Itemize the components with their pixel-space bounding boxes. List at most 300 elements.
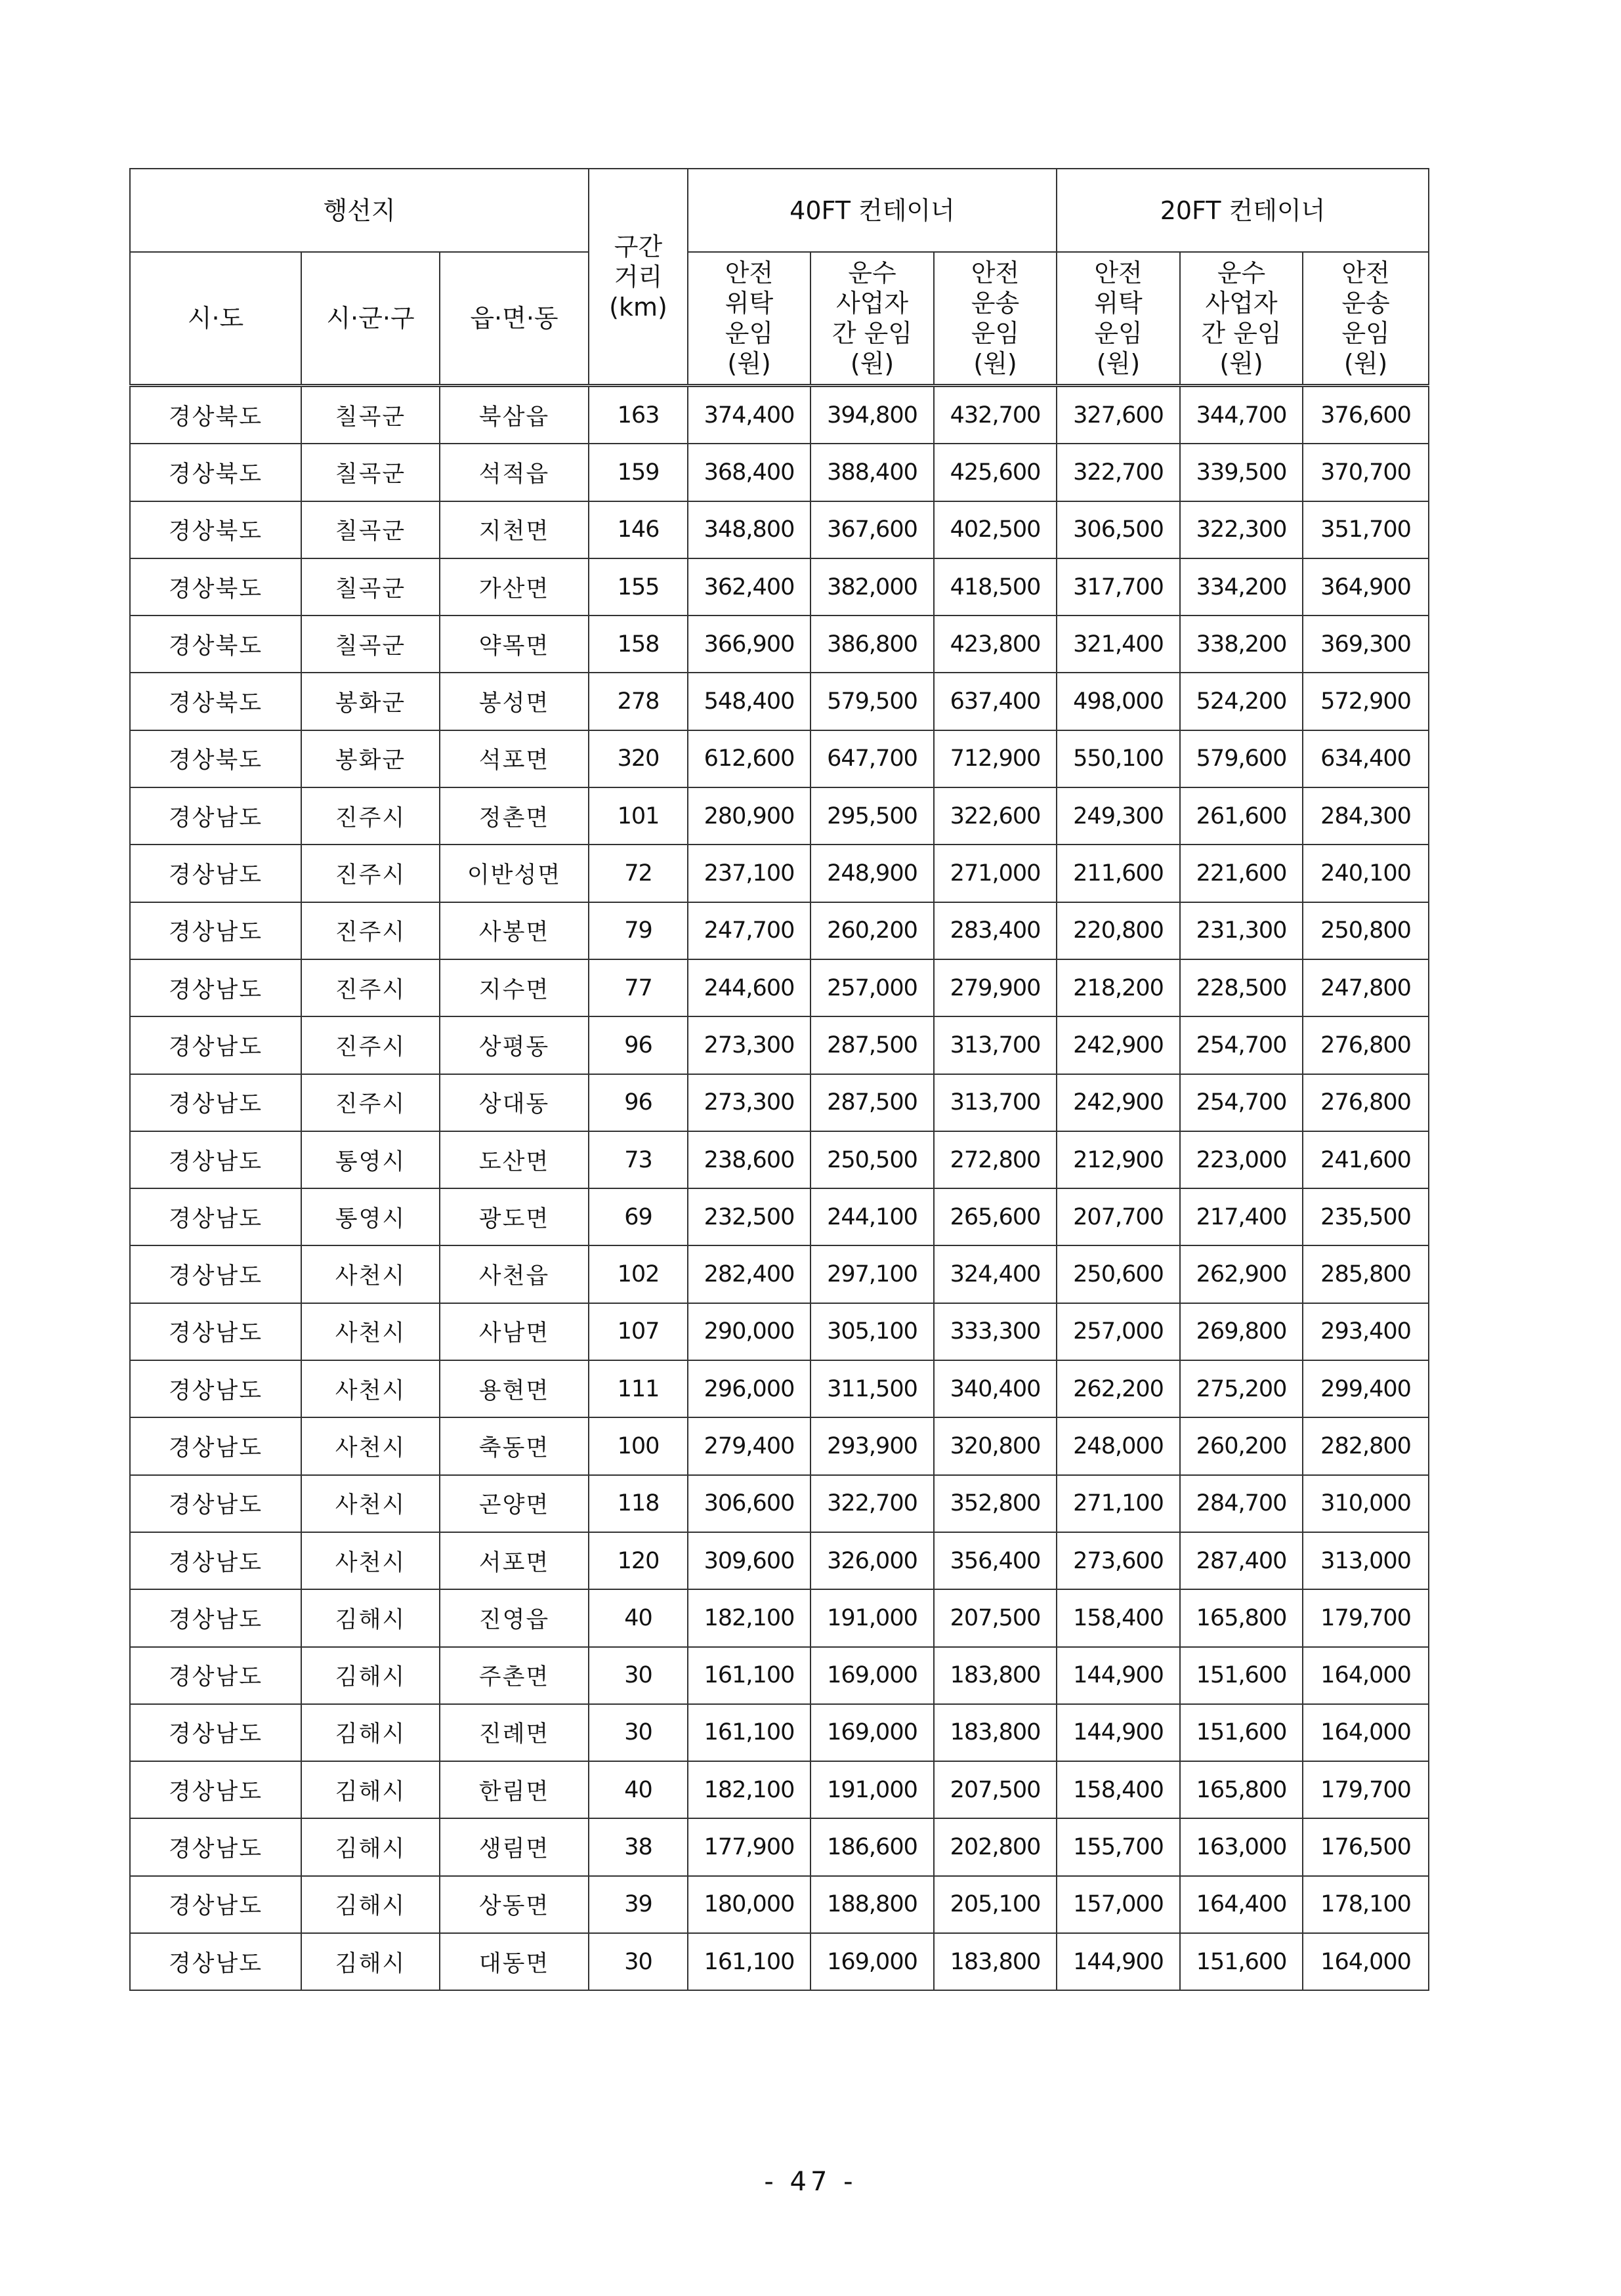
carrier-20-cell: 163,000 <box>1180 1818 1303 1875</box>
carrier-40-cell: 297,100 <box>810 1245 934 1303</box>
safe-transport-40-cell: 432,700 <box>934 386 1057 444</box>
safe-transport-20-cell: 247,800 <box>1303 959 1429 1016</box>
safe-transport-rate-20-header: 안전 운송 운임 (원) <box>1303 252 1429 386</box>
safe-consign-20-cell: 248,000 <box>1057 1417 1180 1474</box>
carrier-40-cell: 186,600 <box>810 1818 934 1875</box>
sigungu-cell: 사천시 <box>301 1245 440 1303</box>
carrier-20-cell: 254,700 <box>1180 1074 1303 1131</box>
safe-transport-40-cell: 202,800 <box>934 1818 1057 1875</box>
eupmyeondong-cell: 사봉면 <box>440 902 589 959</box>
carrier-40-cell: 388,400 <box>810 444 934 501</box>
carrier-20-cell: 151,600 <box>1180 1704 1303 1761</box>
sigungu-cell: 칠곡군 <box>301 558 440 616</box>
sigungu-cell: 칠곡군 <box>301 444 440 501</box>
carrier-20-cell: 269,800 <box>1180 1303 1303 1360</box>
safe-consign-20-cell: 242,900 <box>1057 1074 1180 1131</box>
safe-consign-20-cell: 257,000 <box>1057 1303 1180 1360</box>
sigungu-cell: 진주시 <box>301 902 440 959</box>
safe-transport-40-cell: 423,800 <box>934 616 1057 673</box>
sigungu-cell: 봉화군 <box>301 673 440 730</box>
eupmyeondong-cell: 석적읍 <box>440 444 589 501</box>
table-row <box>130 787 1429 845</box>
safe-transport-20-cell: 241,600 <box>1303 1131 1429 1188</box>
sigungu-cell: 진주시 <box>301 1074 440 1131</box>
safe-transport-40-cell: 313,700 <box>934 1016 1057 1074</box>
safe-consign-40-cell: 362,400 <box>688 558 810 616</box>
safe-transport-20-cell: 179,700 <box>1303 1589 1429 1646</box>
safe-consign-20-cell: 249,300 <box>1057 787 1180 845</box>
sigungu-cell: 진주시 <box>301 787 440 845</box>
distance-cell: 40 <box>589 1589 688 1646</box>
sido-cell: 경상남도 <box>130 1016 301 1074</box>
carrier-20-cell: 231,300 <box>1180 902 1303 959</box>
safe-consign-20-cell: 306,500 <box>1057 501 1180 558</box>
carrier-20-cell: 221,600 <box>1180 845 1303 902</box>
sido-cell: 경상남도 <box>130 1417 301 1474</box>
sido-header: 시·도 <box>130 252 301 386</box>
sido-cell: 경상남도 <box>130 1245 301 1303</box>
safe-consign-40-cell: 368,400 <box>688 444 810 501</box>
safe-consign-20-cell: 550,100 <box>1057 730 1180 787</box>
safe-transport-20-cell: 176,500 <box>1303 1818 1429 1875</box>
safe-consign-20-cell: 157,000 <box>1057 1876 1180 1933</box>
distance-cell: 101 <box>589 787 688 845</box>
safe-consign-40-cell: 279,400 <box>688 1417 810 1474</box>
carrier-40-cell: 191,000 <box>810 1589 934 1646</box>
sido-cell: 경상남도 <box>130 1933 301 1990</box>
carrier-40-cell: 260,200 <box>810 902 934 959</box>
distance-cell: 77 <box>589 959 688 1016</box>
safe-transport-40-cell: 205,100 <box>934 1876 1057 1933</box>
sigungu-header: 시·군·구 <box>301 252 440 386</box>
table-body <box>130 386 1429 1991</box>
safe-transport-40-cell: 356,400 <box>934 1532 1057 1589</box>
carrier-40-cell: 188,800 <box>810 1876 934 1933</box>
carrier-40-cell: 367,600 <box>810 501 934 558</box>
eupmyeondong-cell: 곤양면 <box>440 1475 589 1532</box>
carrier-20-cell: 223,000 <box>1180 1131 1303 1188</box>
safe-consign-20-cell: 220,800 <box>1057 902 1180 959</box>
safe-consign-20-cell: 144,900 <box>1057 1704 1180 1761</box>
distance-cell: 146 <box>589 501 688 558</box>
carrier-20-cell: 287,400 <box>1180 1532 1303 1589</box>
eupmyeondong-cell: 사천읍 <box>440 1245 589 1303</box>
table-row <box>130 1475 1429 1532</box>
table-row <box>130 673 1429 730</box>
sigungu-cell: 김해시 <box>301 1933 440 1990</box>
safe-transport-20-cell: 284,300 <box>1303 787 1429 845</box>
table-row <box>130 1647 1429 1704</box>
eupmyeondong-header: 읍·면·동 <box>440 252 589 386</box>
safe-transport-20-cell: 276,800 <box>1303 1016 1429 1074</box>
table-row <box>130 1360 1429 1417</box>
carrier-20-cell: 344,700 <box>1180 386 1303 444</box>
distance-cell: 30 <box>589 1704 688 1761</box>
safe-transport-20-cell: 164,000 <box>1303 1933 1429 1990</box>
table-row <box>130 1245 1429 1303</box>
eupmyeondong-cell: 대동면 <box>440 1933 589 1990</box>
carrier-20-cell: 254,700 <box>1180 1016 1303 1074</box>
carrier-40-cell: 322,700 <box>810 1475 934 1532</box>
carrier-20-cell: 334,200 <box>1180 558 1303 616</box>
carrier-40-cell: 191,000 <box>810 1761 934 1818</box>
distance-cell: 320 <box>589 730 688 787</box>
sigungu-cell: 사천시 <box>301 1475 440 1532</box>
safe-consign-40-cell: 180,000 <box>688 1876 810 1933</box>
safe-transport-20-cell: 310,000 <box>1303 1475 1429 1532</box>
safe-transport-20-cell: 572,900 <box>1303 673 1429 730</box>
carrier-40-cell: 169,000 <box>810 1704 934 1761</box>
sigungu-cell: 김해시 <box>301 1589 440 1646</box>
eupmyeondong-cell: 진영읍 <box>440 1589 589 1646</box>
sido-cell: 경상북도 <box>130 616 301 673</box>
sigungu-cell: 진주시 <box>301 1016 440 1074</box>
carrier-20-cell: 260,200 <box>1180 1417 1303 1474</box>
carrier-20-cell: 151,600 <box>1180 1647 1303 1704</box>
eupmyeondong-cell: 석포면 <box>440 730 589 787</box>
safe-consign-20-cell: 144,900 <box>1057 1933 1180 1990</box>
safe-transport-40-cell: 324,400 <box>934 1245 1057 1303</box>
eupmyeondong-cell: 이반성면 <box>440 845 589 902</box>
safe-transport-20-cell: 179,700 <box>1303 1761 1429 1818</box>
safe-transport-20-cell: 285,800 <box>1303 1245 1429 1303</box>
safe-consign-20-cell: 498,000 <box>1057 673 1180 730</box>
safe-consign-40-cell: 237,100 <box>688 845 810 902</box>
table-row <box>130 959 1429 1016</box>
safe-consign-20-cell: 242,900 <box>1057 1016 1180 1074</box>
safe-transport-40-cell: 271,000 <box>934 845 1057 902</box>
carrier-20-cell: 165,800 <box>1180 1589 1303 1646</box>
sido-cell: 경상남도 <box>130 1761 301 1818</box>
safe-transport-20-cell: 235,500 <box>1303 1188 1429 1245</box>
sigungu-cell: 김해시 <box>301 1818 440 1875</box>
carrier-20-cell: 228,500 <box>1180 959 1303 1016</box>
carrier-40-cell: 382,000 <box>810 558 934 616</box>
safe-transport-40-cell: 265,600 <box>934 1188 1057 1245</box>
safe-consign-40-cell: 366,900 <box>688 616 810 673</box>
safe-transport-20-cell: 364,900 <box>1303 558 1429 616</box>
distance-cell: 100 <box>589 1417 688 1474</box>
distance-cell: 163 <box>589 386 688 444</box>
eupmyeondong-cell: 북삼읍 <box>440 386 589 444</box>
eupmyeondong-cell: 지수면 <box>440 959 589 1016</box>
table-row <box>130 444 1429 501</box>
sido-cell: 경상남도 <box>130 787 301 845</box>
table-row <box>130 845 1429 902</box>
safe-transport-20-cell: 634,400 <box>1303 730 1429 787</box>
table-row <box>130 1532 1429 1589</box>
sido-cell: 경상남도 <box>130 1188 301 1245</box>
carrier-40-cell: 250,500 <box>810 1131 934 1188</box>
safe-consign-40-cell: 161,100 <box>688 1933 810 1990</box>
eupmyeondong-cell: 상동면 <box>440 1876 589 1933</box>
safe-transport-20-cell: 276,800 <box>1303 1074 1429 1131</box>
carrier-40-cell: 394,800 <box>810 386 934 444</box>
distance-cell: 107 <box>589 1303 688 1360</box>
safe-transport-40-cell: 183,800 <box>934 1704 1057 1761</box>
sigungu-cell: 김해시 <box>301 1704 440 1761</box>
sigungu-cell: 진주시 <box>301 845 440 902</box>
carrier-20-cell: 217,400 <box>1180 1188 1303 1245</box>
table-row <box>130 1876 1429 1933</box>
distance-cell: 155 <box>589 558 688 616</box>
sigungu-cell: 칠곡군 <box>301 616 440 673</box>
eupmyeondong-cell: 광도면 <box>440 1188 589 1245</box>
sigungu-cell: 통영시 <box>301 1188 440 1245</box>
safe-consign-40-cell: 374,400 <box>688 386 810 444</box>
safe-consign-20-cell: 262,200 <box>1057 1360 1180 1417</box>
safe-consign-rate-20-header: 안전 위탁 운임 (원) <box>1057 252 1180 386</box>
safe-transport-20-cell: 282,800 <box>1303 1417 1429 1474</box>
distance-cell: 96 <box>589 1016 688 1074</box>
eupmyeondong-cell: 생림면 <box>440 1818 589 1875</box>
carrier-rate-20-header: 운수 사업자 간 운임 (원) <box>1180 252 1303 386</box>
safe-transport-40-cell: 637,400 <box>934 673 1057 730</box>
carrier-20-cell: 275,200 <box>1180 1360 1303 1417</box>
safe-transport-40-cell: 425,600 <box>934 444 1057 501</box>
safe-consign-rate-40-header: 안전 위탁 운임 (원) <box>688 252 810 386</box>
safe-transport-20-cell: 240,100 <box>1303 845 1429 902</box>
sigungu-cell: 봉화군 <box>301 730 440 787</box>
table-row <box>130 1303 1429 1360</box>
carrier-20-cell: 262,900 <box>1180 1245 1303 1303</box>
safe-transport-20-cell: 178,100 <box>1303 1876 1429 1933</box>
table-row <box>130 1188 1429 1245</box>
distance-cell: 111 <box>589 1360 688 1417</box>
sido-cell: 경상남도 <box>130 1532 301 1589</box>
safe-transport-40-cell: 352,800 <box>934 1475 1057 1532</box>
safe-consign-20-cell: 322,700 <box>1057 444 1180 501</box>
eupmyeondong-cell: 주촌면 <box>440 1647 589 1704</box>
table-row <box>130 1131 1429 1188</box>
table-header <box>130 169 1429 386</box>
carrier-40-cell: 169,000 <box>810 1933 934 1990</box>
safe-transport-20-cell: 369,300 <box>1303 616 1429 673</box>
sido-cell: 경상남도 <box>130 1704 301 1761</box>
sido-cell: 경상북도 <box>130 673 301 730</box>
safe-transport-40-cell: 183,800 <box>934 1933 1057 1990</box>
safe-transport-40-cell: 183,800 <box>934 1647 1057 1704</box>
sigungu-cell: 사천시 <box>301 1303 440 1360</box>
sido-cell: 경상북도 <box>130 730 301 787</box>
freight-rate-table <box>129 168 1429 1991</box>
sido-cell: 경상남도 <box>130 1074 301 1131</box>
safe-consign-40-cell: 238,600 <box>688 1131 810 1188</box>
sido-cell: 경상남도 <box>130 1589 301 1646</box>
safe-transport-20-cell: 299,400 <box>1303 1360 1429 1417</box>
safe-transport-20-cell: 370,700 <box>1303 444 1429 501</box>
safe-consign-20-cell: 271,100 <box>1057 1475 1180 1532</box>
safe-transport-40-cell: 283,400 <box>934 902 1057 959</box>
safe-consign-20-cell: 273,600 <box>1057 1532 1180 1589</box>
distance-cell: 278 <box>589 673 688 730</box>
sido-cell: 경상남도 <box>130 1131 301 1188</box>
safe-consign-20-cell: 155,700 <box>1057 1818 1180 1875</box>
distance-cell: 30 <box>589 1647 688 1704</box>
container-40ft-header: 40FT 컨테이너 <box>688 169 1057 252</box>
table-row <box>130 1417 1429 1474</box>
carrier-20-cell: 164,400 <box>1180 1876 1303 1933</box>
carrier-20-cell: 261,600 <box>1180 787 1303 845</box>
safe-consign-20-cell: 212,900 <box>1057 1131 1180 1188</box>
eupmyeondong-cell: 진례면 <box>440 1704 589 1761</box>
sido-cell: 경상북도 <box>130 444 301 501</box>
carrier-40-cell: 647,700 <box>810 730 934 787</box>
container-20ft-header: 20FT 컨테이너 <box>1057 169 1429 252</box>
carrier-40-cell: 293,900 <box>810 1417 934 1474</box>
sigungu-cell: 김해시 <box>301 1876 440 1933</box>
distance-cell: 96 <box>589 1074 688 1131</box>
table-row <box>130 1704 1429 1761</box>
safe-transport-40-cell: 279,900 <box>934 959 1057 1016</box>
safe-consign-40-cell: 273,300 <box>688 1016 810 1074</box>
safe-consign-40-cell: 247,700 <box>688 902 810 959</box>
sido-cell: 경상남도 <box>130 1360 301 1417</box>
sido-cell: 경상북도 <box>130 558 301 616</box>
carrier-40-cell: 326,000 <box>810 1532 934 1589</box>
sido-cell: 경상남도 <box>130 1818 301 1875</box>
carrier-40-cell: 305,100 <box>810 1303 934 1360</box>
eupmyeondong-cell: 봉성면 <box>440 673 589 730</box>
safe-consign-20-cell: 158,400 <box>1057 1761 1180 1818</box>
safe-transport-20-cell: 351,700 <box>1303 501 1429 558</box>
safe-consign-40-cell: 306,600 <box>688 1475 810 1532</box>
sigungu-cell: 사천시 <box>301 1360 440 1417</box>
carrier-20-cell: 284,700 <box>1180 1475 1303 1532</box>
sigungu-cell: 진주시 <box>301 959 440 1016</box>
safe-consign-20-cell: 218,200 <box>1057 959 1180 1016</box>
table-row <box>130 1933 1429 1990</box>
safe-consign-40-cell: 296,000 <box>688 1360 810 1417</box>
distance-cell: 40 <box>589 1761 688 1818</box>
eupmyeondong-cell: 축동면 <box>440 1417 589 1474</box>
eupmyeondong-cell: 상평동 <box>440 1016 589 1074</box>
sido-cell: 경상북도 <box>130 386 301 444</box>
carrier-40-cell: 386,800 <box>810 616 934 673</box>
safe-consign-40-cell: 161,100 <box>688 1647 810 1704</box>
table-row <box>130 616 1429 673</box>
safe-consign-20-cell: 211,600 <box>1057 845 1180 902</box>
safe-transport-40-cell: 320,800 <box>934 1417 1057 1474</box>
safe-consign-20-cell: 144,900 <box>1057 1647 1180 1704</box>
distance-cell: 158 <box>589 616 688 673</box>
carrier-20-cell: 165,800 <box>1180 1761 1303 1818</box>
sigungu-cell: 사천시 <box>301 1417 440 1474</box>
safe-transport-40-cell: 418,500 <box>934 558 1057 616</box>
safe-consign-40-cell: 282,400 <box>688 1245 810 1303</box>
carrier-40-cell: 287,500 <box>810 1016 934 1074</box>
safe-consign-20-cell: 158,400 <box>1057 1589 1180 1646</box>
table-row <box>130 1074 1429 1131</box>
carrier-40-cell: 287,500 <box>810 1074 934 1131</box>
safe-transport-40-cell: 402,500 <box>934 501 1057 558</box>
table-row <box>130 1818 1429 1875</box>
safe-consign-20-cell: 321,400 <box>1057 616 1180 673</box>
table-row <box>130 558 1429 616</box>
eupmyeondong-cell: 사남면 <box>440 1303 589 1360</box>
safe-transport-20-cell: 376,600 <box>1303 386 1429 444</box>
safe-transport-40-cell: 340,400 <box>934 1360 1057 1417</box>
carrier-20-cell: 151,600 <box>1180 1933 1303 1990</box>
carrier-rate-40-header: 운수 사업자 간 운임 (원) <box>810 252 934 386</box>
sigungu-cell: 칠곡군 <box>301 386 440 444</box>
safe-consign-40-cell: 290,000 <box>688 1303 810 1360</box>
carrier-20-cell: 524,200 <box>1180 673 1303 730</box>
carrier-40-cell: 248,900 <box>810 845 934 902</box>
table-row <box>130 902 1429 959</box>
carrier-20-cell: 579,600 <box>1180 730 1303 787</box>
eupmyeondong-cell: 지천면 <box>440 501 589 558</box>
sigungu-cell: 칠곡군 <box>301 501 440 558</box>
table-row <box>130 730 1429 787</box>
safe-consign-40-cell: 612,600 <box>688 730 810 787</box>
table-row <box>130 501 1429 558</box>
distance-cell: 102 <box>589 1245 688 1303</box>
distance-cell: 72 <box>589 845 688 902</box>
distance-cell: 38 <box>589 1818 688 1875</box>
safe-consign-40-cell: 177,900 <box>688 1818 810 1875</box>
sido-cell: 경상남도 <box>130 959 301 1016</box>
eupmyeondong-cell: 한림면 <box>440 1761 589 1818</box>
safe-transport-40-cell: 322,600 <box>934 787 1057 845</box>
safe-transport-40-cell: 272,800 <box>934 1131 1057 1188</box>
safe-consign-40-cell: 548,400 <box>688 673 810 730</box>
safe-consign-40-cell: 309,600 <box>688 1532 810 1589</box>
sigungu-cell: 사천시 <box>301 1532 440 1589</box>
safe-transport-20-cell: 313,000 <box>1303 1532 1429 1589</box>
distance-header: 구간 거리 (km) <box>589 169 688 386</box>
carrier-40-cell: 244,100 <box>810 1188 934 1245</box>
distance-cell: 30 <box>589 1933 688 1990</box>
sido-cell: 경상남도 <box>130 1475 301 1532</box>
carrier-40-cell: 257,000 <box>810 959 934 1016</box>
safe-transport-40-cell: 207,500 <box>934 1761 1057 1818</box>
safe-transport-rate-40-header: 안전 운송 운임 (원) <box>934 252 1057 386</box>
safe-consign-40-cell: 182,100 <box>688 1589 810 1646</box>
sigungu-cell: 김해시 <box>301 1647 440 1704</box>
safe-consign-20-cell: 327,600 <box>1057 386 1180 444</box>
sido-cell: 경상남도 <box>130 1876 301 1933</box>
eupmyeondong-cell: 약목면 <box>440 616 589 673</box>
distance-cell: 79 <box>589 902 688 959</box>
sido-cell: 경상남도 <box>130 902 301 959</box>
safe-consign-20-cell: 317,700 <box>1057 558 1180 616</box>
carrier-40-cell: 295,500 <box>810 787 934 845</box>
safe-transport-20-cell: 250,800 <box>1303 902 1429 959</box>
sido-cell: 경상북도 <box>130 501 301 558</box>
eupmyeondong-cell: 가산면 <box>440 558 589 616</box>
safe-consign-40-cell: 273,300 <box>688 1074 810 1131</box>
distance-cell: 118 <box>589 1475 688 1532</box>
distance-cell: 69 <box>589 1188 688 1245</box>
sido-cell: 경상남도 <box>130 1647 301 1704</box>
safe-consign-40-cell: 182,100 <box>688 1761 810 1818</box>
sigungu-cell: 김해시 <box>301 1761 440 1818</box>
carrier-40-cell: 579,500 <box>810 673 934 730</box>
safe-consign-40-cell: 348,800 <box>688 501 810 558</box>
safe-consign-40-cell: 161,100 <box>688 1704 810 1761</box>
distance-cell: 159 <box>589 444 688 501</box>
sido-cell: 경상남도 <box>130 845 301 902</box>
safe-transport-40-cell: 333,300 <box>934 1303 1057 1360</box>
table-row <box>130 1589 1429 1646</box>
safe-transport-40-cell: 712,900 <box>934 730 1057 787</box>
table-row <box>130 1016 1429 1074</box>
safe-consign-40-cell: 232,500 <box>688 1188 810 1245</box>
carrier-20-cell: 339,500 <box>1180 444 1303 501</box>
safe-transport-20-cell: 293,400 <box>1303 1303 1429 1360</box>
eupmyeondong-cell: 서포면 <box>440 1532 589 1589</box>
